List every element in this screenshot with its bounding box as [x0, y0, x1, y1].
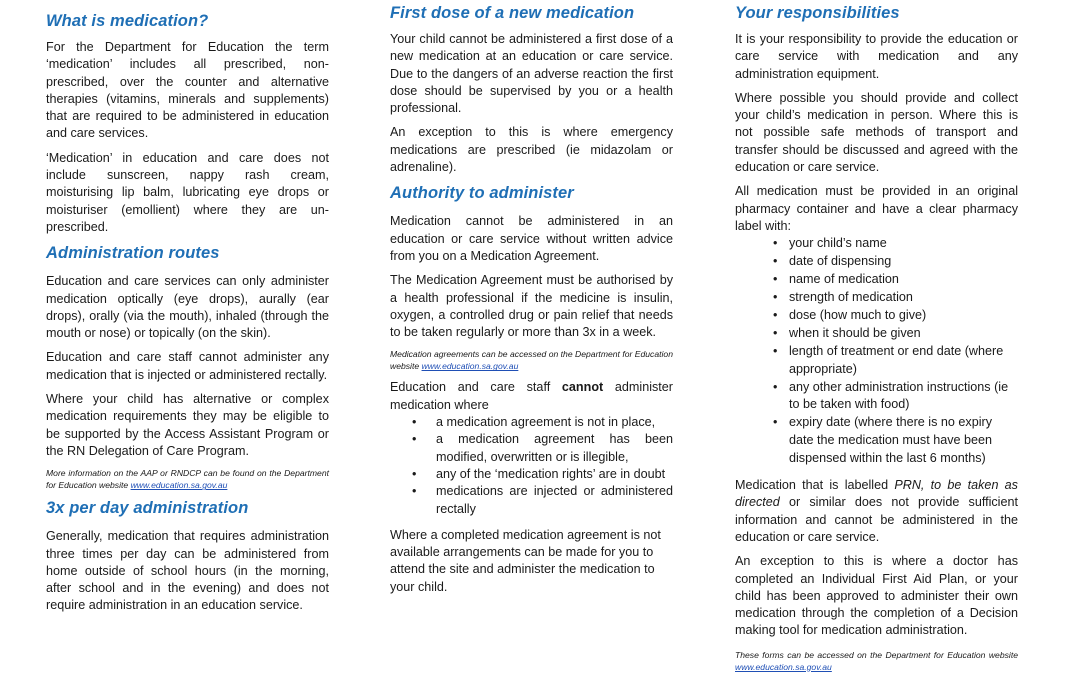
list-pharmacy-label: [735, 235, 1018, 468]
list-item: • your child’s name: [735, 235, 1018, 253]
website-link[interactable]: www.education.sa.gov.au: [421, 361, 519, 372]
heading-3x-per-day: 3x per day administration: [46, 499, 249, 518]
list-cannot-administer: [390, 414, 673, 518]
paragraph-first-aid-plan: An exception to this is where a doctor has completed an Individual First Aid Plan, or your child has been approved to administer their own medication through the completion of a Decision making tool for medication administration.: [735, 554, 1018, 638]
list-item: • strength of medication: [735, 289, 1018, 307]
paragraph-3x-per-day: Generally, medication that requires administration three times per day can be administered from home outside of school hours (in the morning, after school and in the evening) and does not require administration in an education service.: [46, 529, 329, 613]
note-aap-rndcp: More information on the AAP or RNDCP can be found on the Department for Education website www.education.sa.gov.au: [46, 468, 329, 491]
heading-administration-routes: Administration routes: [46, 244, 220, 263]
list-item: • expiry date (where there is no expiry date the medication must have been dispensed within the last 6 months): [735, 414, 1018, 468]
paragraph-first-dose: Your child cannot be administered a first dose of a new medication at an education or care service. Due to the dangers of an adverse reaction the first dose should be supervised by you or a health professional.: [390, 32, 673, 116]
paragraph-collect-in-person: Where possible you should provide and collect your child’s medication in person. Where this is not possible safe methods of transport and transfer should be discussed and agreed with the education or care service.: [735, 90, 1018, 175]
paragraph-medication-exclusions: ‘Medication’ in education and care does not include sunscreen, nappy rash cream, moisturising lip balm, lubricating eye drops or moisturiser (emollient) where they are un-prescribed.: [46, 150, 329, 234]
paragraph-emergency-exception: An exception to this is where emergency medications are prescribed (ie midazolam or adrenaline).: [390, 125, 673, 175]
heading-authority-to-administer: Authority to administer: [390, 184, 574, 203]
paragraph-agreement-authorised: The Medication Agreement must be authorised by a health professional if the medicine is insulin, oxygen, a controlled drug or pain relief that needs to be taken regularly or more than 3x in a week.: [390, 273, 673, 340]
heading-first-dose: First dose of a new medication: [390, 4, 635, 22]
list-item: • length of treatment or end date (where appropriate): [735, 343, 1018, 379]
paragraph-routes: Education and care services can only administer medication optically (eye drops), aurally (ear drops), orally (via the mouth), inhaled (through the mouth or nose) or topically (on the skin).: [46, 274, 329, 341]
paragraph-provide-medication: It is your responsibility to provide the education or care service with medication and any administration equipment.: [735, 32, 1018, 81]
note-medication-agreements: Medication agreements can be accessed on the Department for Education website www.education.sa.gov.au: [390, 349, 673, 372]
paragraph-complex-requirements: Where your child has alternative or complex medication requirements they may be eligible to be supported by the Access Assistant Program or the RN Delegation of Care Program.: [46, 392, 329, 458]
website-link[interactable]: www.education.sa.gov.au: [735, 661, 832, 672]
list-item: • date of dispensing: [735, 253, 1018, 271]
paragraph-written-advice: Medication cannot be administered in an education or care service without written advice from you on a Medication Agreement.: [390, 214, 673, 263]
list-item: • a medication agreement is not in place,: [390, 414, 673, 431]
paragraph-pharmacy-container: All medication must be provided in an original pharmacy container and have a clear pharmacy label with:: [735, 184, 1018, 233]
list-item: • medications are injected or administered rectally: [390, 483, 673, 518]
column-right: [735, 2, 1018, 673]
heading-what-is-medication: What is medication?: [46, 12, 209, 30]
heading-your-responsibilities: Your responsibilities: [735, 4, 900, 22]
paragraph-staff-cannot-inject: Education and care staff cannot administer any medication that is injected or administered rectally.: [46, 350, 329, 382]
list-item: • dose (how much to give): [735, 307, 1018, 325]
note-forms: These forms can be accessed on the Department for Education website www.education.sa.gov.au: [735, 649, 1018, 672]
column-middle: [390, 2, 673, 596]
paragraph-attend-site: Where a completed medication agreement is not available arrangements can be made for you to attend the site and administer the medication to your child.: [390, 527, 661, 594]
website-link[interactable]: www.education.sa.gov.au: [130, 480, 228, 491]
paragraph-prn: Medication that is labelled PRN, to be taken as directed or similar does not provide sufficient information and cannot be administered in the education or care service.: [735, 478, 1018, 544]
list-item: • any other administration instructions (ie to be taken with food): [735, 379, 1018, 415]
paragraph-staff-cannot: Education and care staff cannot administer medication where: [390, 380, 674, 412]
list-item: • name of medication: [735, 271, 1018, 289]
paragraph-medication-definition: For the Department for Education the term ‘medication’ includes all prescribed, non-prescribed, over the counter and alternative therapies (vitamins, minerals and supplements) that are required to be administered in education and care services.: [46, 40, 329, 141]
list-item: • when it should be given: [735, 325, 1018, 343]
column-left: [46, 10, 329, 615]
list-item: • a medication agreement has been modified, overwritten or is illegible,: [390, 431, 673, 466]
list-item: • any of the ‘medication rights’ are in doubt: [390, 466, 673, 483]
